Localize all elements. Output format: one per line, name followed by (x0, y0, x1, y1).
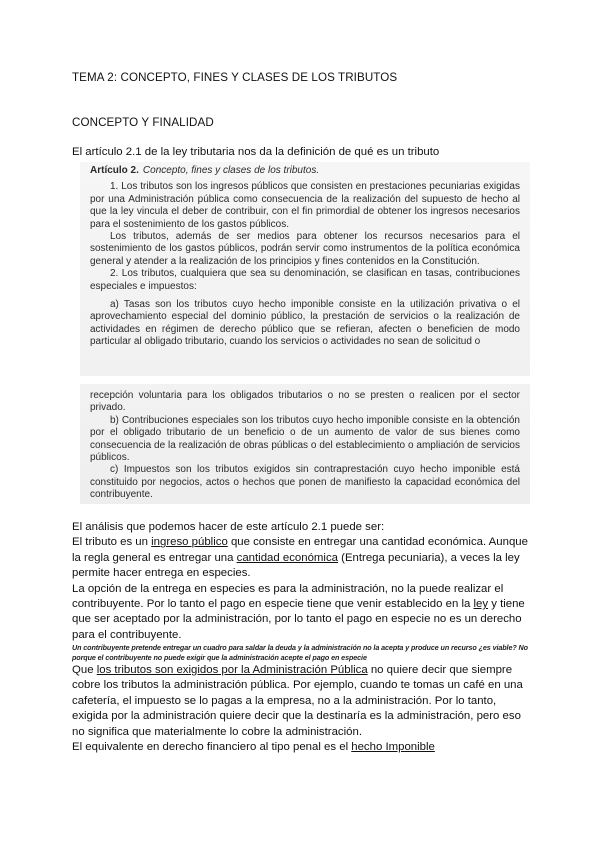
article-scan-image-bottom (80, 384, 530, 504)
article-paragraph-1: 1. Los tributos son los ingresos públicos que consisten en prestaciones pecuniarias exigidas por una Administración pública como consecuencia de la realización del supuesto de hecho al que la ley vincula el deber de contribuir, con el fin primordial de obtener los ingresos necesarios para el sostenimiento de los gastos públicos. (90, 181, 520, 230)
analysis-paragraph-3: Que los tributos son exigidos por la Administración Pública no quiere decir que siempre cobre los tributos la administración pública. Por ejemplo, cuando te tomas un café en una cafetería, el impuesto se lo pagas a la empresa, no a la administración. Por lo tanto, exigida por la administración quiere decir que la destinaría es la administración, pero eso no significa que materialmente lo cobre la administración. (72, 664, 523, 738)
article-heading (90, 165, 520, 177)
section-heading: CONCEPTO Y FINALIDAD (72, 116, 214, 129)
link-tributos-exigidos: los tributos son exigidos por la Administración Pública (96, 664, 368, 677)
article-paragraph-4a: a) Tasas son los tributos cuyo hecho imponible consiste en la utilización privativa o el aprovechamiento especial del dominio público, la prestación de servicios o la realización de actividades en régimen de derecho público que se refieran, afecten o beneficien de modo particular al obligado tributario, cuando los servicios o actividades no sean de solicitud o (90, 299, 520, 348)
analysis-paragraph-1: El tributo es un ingreso público que consiste en entregar una cantidad económica. Aunque la regla general es entregar una cantidad económica (Entrega pecuniaria), a veces la ley permite hacer entrega en especies. (72, 536, 528, 580)
analysis-paragraph-2: La opción de la entrega en especies es para la administración, no la puede realizar el contribuyente. Por lo tanto el pago en especie tiene que venir establecido en la ley y tiene que ser aceptado por la administración, por lo tanto el pago en especie no es un derecho para el contribuyente. (72, 582, 525, 641)
article-paragraph-4b: recepción voluntaria para los obligados tributarios o no se presten o realicen por el sector privado. (90, 390, 520, 414)
link-ley: ley (473, 598, 489, 611)
analysis-intro: El análisis que podemos hacer de este artículo 2.1 puede ser: (72, 521, 385, 533)
intro-text: El artículo 2.1 de la ley tributaria nos da la definición de qué es un tributo (72, 146, 440, 158)
article-subtitle: Concepto, fines y clases de los tributos. (142, 165, 320, 176)
link-ingreso-publico: ingreso público (151, 536, 228, 549)
link-cantidad-economica: cantidad económica (236, 551, 338, 564)
article-paragraph-2: Los tributos, además de ser medios para obtener los recursos necesarios para el sostenimiento de los gastos públicos, podrán servir como instrumentos de la política económica general y atender a la realización de los principios y fines contenidos en la Constitución. (90, 231, 520, 267)
handwritten-note: Un contribuyente pretende entregar un cuadro para saldar la deuda y la administración no la acepta y produce un recurso ¿es viable? No porque el contribuyente no puede exigir que la administración acepte el pago en especie (72, 643, 528, 662)
article-paragraph-6: c) Impuestos son los tributos exigidos sin contraprestación cuyo hecho imponible está constituido por negocios, actos o hechos que ponen de manifiesto la capacidad económica del contribuyente. (90, 464, 520, 501)
link-hecho-imponible: hecho Imponible (351, 741, 435, 754)
document-title: TEMA 2: CONCEPTO, FINES Y CLASES DE LOS TRIBUTOS (72, 71, 398, 84)
article-paragraph-5: b) Contribuciones especiales son los tributos cuyo hecho imponible consiste en la obtención por el obligado tributario de un beneficio o de un aumento de valor de sus bienes como consecuencia de la realización de obras públicas o del establecimiento o ampliación de servicios públicos. (90, 414, 520, 464)
analysis-paragraph-4: El equivalente en derecho financiero al tipo penal es el hecho Imponible (72, 741, 435, 754)
article-paragraph-3: 2. Los tributos, cualquiera que sea su denominación, se clasifican en tasas, contribuciones especiales e impuestos: (90, 268, 520, 292)
article-scan-image-top (80, 162, 530, 376)
analysis-section (72, 520, 532, 756)
article-label: Artículo 2. (90, 165, 139, 176)
